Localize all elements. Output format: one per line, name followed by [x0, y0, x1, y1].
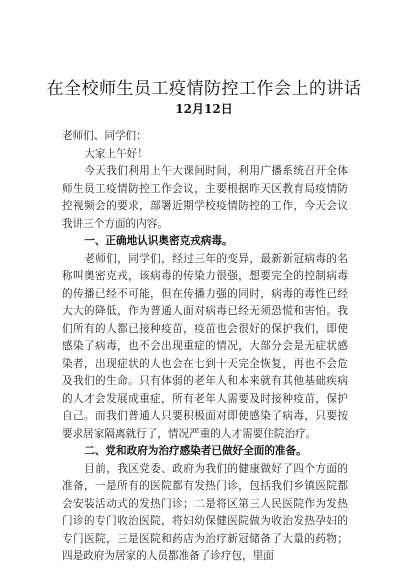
greeting: 大家上午好！ — [84, 147, 148, 160]
section-1-heading: 一、正确地认识奥密克戎病毒。 — [84, 235, 233, 247]
document-body — [62, 128, 348, 566]
document-date: 12月12日 — [175, 102, 233, 116]
intro-paragraph: 今天我们利用上午大课间时间，利用广播系统召开全体师生员工疫情防控工作会议，主要根据昨天区教育局疫情防控视频会的要求，部署近期学校疫情防控的工作，今天会议我讲三个方面的内容。 — [62, 165, 348, 230]
section-2-heading: 二、党和政府为治疗感染者已做好全面的准备。 — [84, 445, 307, 457]
salutation: 老师们、同学们： — [62, 130, 147, 142]
document-title: 在全校师生员工疫情防控工作会上的讲话 — [46, 79, 362, 99]
section-2-paragraph: 目前，我区党委、政府为我们的健康做好了四个方面的准备，一是所有的医院都有发热门诊，包括我们乡镇医院都会安装活动式的发热门诊；二是将区第三人民医院作为发热门诊的专门收治医院，将妇幼保健医院做为收治发热孕妇的专门医院，三是医院和药店为治疗新冠储备了大量的药物；四是政府为居家的人员都准备了诊疗包，里面 — [62, 462, 348, 562]
section-1-paragraph: 老师们，同学们，经过三年的变异，最新新冠病毒的名称叫奥密克戎，该病毒的传染力很强，想要完全的控制病毒的传播已经不可能，但在传播力强的同时，病毒的毒性已经大大的降低，作为普通人面对病毒已经无须恐慌和害怕。我们所有的人都已接种疫苗，疫苗也会很好的保护我们，即使感染了病毒，也不会出现重症的情况，大部分会是无症状感染者，出现症状的人也会在七到十天完全恢复，再也不会危及我们的生命。只有体弱的老年人和本来就有其他基础疾病的人才会发展成重症，所有老年人需要及时接种疫苗，保护自己。而我们普通人只要积极面对即使感染了病毒，只要按要求居家隔离就行了，情况严重的人才需要住院治疗。 — [62, 252, 348, 440]
